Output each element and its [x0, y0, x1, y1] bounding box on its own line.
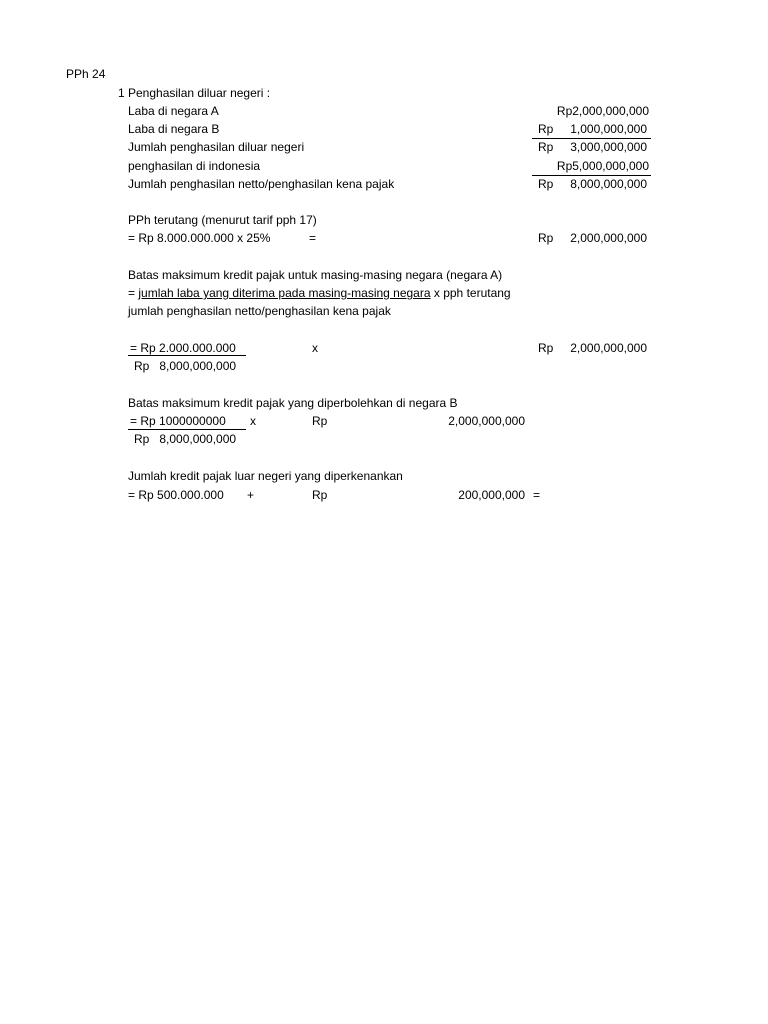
amount-laba-negara-b: 1,000,000,000 [570, 122, 647, 136]
sum-line-2 [532, 175, 651, 176]
batas-a-calc-times: x [312, 341, 318, 355]
amount-jumlah-luar-negeri: 3,000,000,000 [570, 140, 647, 154]
label-jumlah-luar-negeri: Jumlah penghasilan diluar negeri [128, 140, 305, 154]
batas-a-formula-prefix: = [128, 286, 136, 300]
currency-jumlah-netto: Rp [538, 177, 554, 191]
batas-a-calc-amount: 2,000,000,000 [570, 341, 647, 355]
amount-penghasilan-indonesia: Rp5,000,000,000 [556, 159, 649, 173]
pph-terutang-formula: = Rp 8.000.000.000 x 25% [128, 231, 271, 245]
batas-a-fraction-line [128, 355, 246, 356]
section-title: Penghasilan diluar negeri : [128, 86, 271, 100]
currency-laba-negara-b: Rp [538, 122, 554, 136]
label-penghasilan-indonesia: penghasilan di indonesia [128, 159, 261, 173]
amount-laba-negara-a: Rp2,000,000,000 [556, 104, 649, 118]
kredit-total-equals: = [533, 488, 541, 502]
label-laba-negara-a: Laba di negara A [128, 104, 219, 118]
batas-b-calc-times: x [250, 414, 256, 428]
label-jumlah-netto: Jumlah penghasilan netto/penghasilan kena pajak [128, 177, 395, 191]
kredit-total-currency: Rp [312, 488, 328, 502]
label-laba-negara-b: Laba di negara B [128, 122, 220, 136]
batas-a-calc-numerator: = Rp 2.000.000.000 [130, 341, 236, 355]
batas-a-calc-currency: Rp [538, 341, 554, 355]
kredit-total-amount: 200,000,000 [458, 488, 525, 502]
pph-terutang-amount: 2,000,000,000 [570, 231, 647, 245]
sum-line-1 [532, 138, 651, 139]
batas-b-heading: Batas maksimum kredit pajak yang diperbolehkan di negara B [128, 396, 458, 410]
kredit-total-formula: = Rp 500.000.000 [128, 488, 224, 502]
pph-terutang-currency: Rp [538, 231, 554, 245]
amount-jumlah-netto: 8,000,000,000 [570, 177, 647, 191]
section-number: 1 [118, 86, 125, 100]
batas-b-calc-currency: Rp [312, 414, 328, 428]
pph-terutang-equals: = [309, 231, 317, 245]
currency-jumlah-luar-negeri: Rp [538, 140, 554, 154]
pph-terutang-heading: PPh terutang (menurut tarif pph 17) [128, 213, 317, 227]
batas-b-calc-denominator: Rp 8,000,000,000 [134, 432, 237, 446]
batas-b-calc-numerator: = Rp 1000000000 [130, 414, 226, 428]
sheet-title: PPh 24 [66, 67, 106, 81]
batas-b-calc-amount: 2,000,000,000 [448, 414, 525, 428]
kredit-total-plus: + [247, 488, 255, 502]
batas-a-formula-suffix: x pph terutang [433, 286, 511, 300]
batas-a-calc-denominator: Rp 8,000,000,000 [134, 359, 237, 373]
batas-a-formula-line [128, 286, 511, 300]
kredit-total-heading: Jumlah kredit pajak luar negeri yang diperkenankan [128, 469, 403, 483]
batas-a-formula-numerator: jumlah laba yang diterima pada masing-masing negara [138, 286, 431, 300]
batas-a-heading: Batas maksimum kredit pajak untuk masing-masing negara (negara A) [128, 268, 503, 282]
batas-a-formula-denominator: jumlah penghasilan netto/penghasilan kena pajak [128, 304, 391, 318]
batas-b-fraction-line [128, 429, 246, 430]
